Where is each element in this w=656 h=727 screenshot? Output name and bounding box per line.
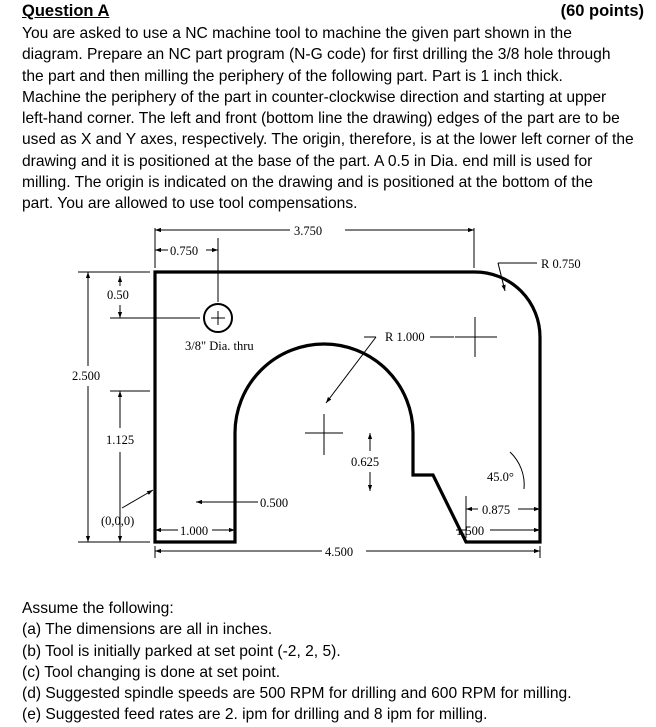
dim-050: 0.50: [107, 288, 129, 302]
assumption-item: (d) Suggested spindle speeds are 500 RPM for drilling and 600 RPM for milling.: [22, 685, 572, 703]
question-points: (60 points): [560, 2, 644, 20]
dim-1500: 1.500: [456, 524, 485, 538]
assumptions-heading: Assume the following:: [22, 600, 174, 617]
origin-label: (0,0,0): [101, 514, 135, 528]
text-line: You are asked to use a NC machine tool to machine the given part shown in the: [22, 25, 572, 42]
dim-0500: 0.500: [260, 496, 289, 510]
dim-0625: 0.625: [351, 455, 380, 469]
text-line: left-hand corner. The left and front (bottom line the drawing) edges of the part are to be: [22, 110, 620, 128]
assumption-item: (b) Tool is initially parked at set point (-2, 2, 5).: [22, 642, 341, 660]
assumption-item: (c) Tool changing is done at set point.: [22, 663, 281, 681]
text-line: Machine the periphery of the part in counter-clockwise direction and starting at upper: [22, 88, 607, 106]
dim-r0750: R 0.750: [541, 257, 581, 271]
text-line: used as X and Y axes, respectively. The origin, therefore, is at the lower left corner of the: [22, 131, 634, 149]
dim-1125: 1.125: [106, 433, 135, 447]
dim-4500: 4.500: [325, 545, 354, 559]
assumption-item: (e) Suggested feed rates are 2. ipm for drilling and 8 ipm for milling.: [22, 706, 488, 724]
dim-3750: 3.750: [294, 224, 323, 238]
text-line: drawing and it is positioned at the base of the part. A 0.5 in Dia. end mill is used for: [22, 152, 593, 170]
text-line: milling. The origin is indicated on the drawing and is positioned at the bottom of the: [22, 174, 593, 192]
dim-0875: 0.875: [482, 503, 511, 517]
dim-2500: 2.500: [72, 369, 101, 383]
question-title: Question A: [22, 2, 110, 20]
assumption-item: (a) The dimensions are all in inches.: [22, 621, 273, 639]
assumptions: [22, 598, 648, 726]
dim-1000: 1.000: [180, 524, 209, 538]
text-line: the part and then milling the periphery of the following part. Part is 1 inch thick.: [22, 67, 563, 85]
dim-0750: 0.750: [170, 244, 199, 258]
dim-r1000: R 1.000: [385, 330, 425, 344]
hole-label: 3/8" Dia. thru: [185, 339, 254, 353]
text-line: part. You are allowed to use tool compensations.: [22, 195, 358, 213]
angle-45: 45.0°: [487, 470, 514, 484]
text-line: diagram. Prepare an NC part program (N-G code) for first drilling the 3/8 hole through: [22, 46, 611, 64]
dim-lines: [78, 228, 540, 558]
